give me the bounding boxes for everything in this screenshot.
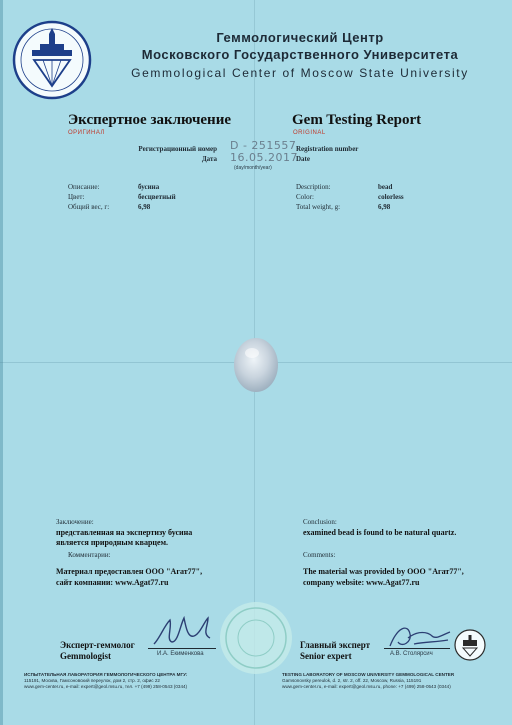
field-value-en-description: bead: [378, 183, 393, 191]
report-title-ru: Экспертное заключение: [68, 112, 232, 128]
comments-label-en: Comments:: [303, 551, 336, 559]
expert-title-en: Gemmologist: [60, 651, 111, 661]
field-label-ru-weight: Общий вес, г:: [68, 203, 110, 211]
date-value: 16.05.2017: [230, 151, 298, 164]
field-label-ru-description: Описание:: [68, 183, 100, 191]
comment-ru-line2: сайт компании: www.Agat77.ru: [56, 578, 169, 587]
footer-ru: [24, 672, 187, 690]
field-value-en-color: colorless: [378, 193, 404, 201]
chief-name: А.В. Столярсич: [390, 651, 433, 657]
footer-ru-line2: 115191, Москва, Гамсоновский переулок, дом 2, стр. 2, офис 22: [24, 678, 160, 683]
footer-ru-line3: www.gem-center.ru, e-mail: expert@geol.msu.ru, тел. +7 (499) 258-0543 (0344): [24, 684, 188, 689]
reg-number-value: D - 251557: [230, 139, 297, 152]
original-mark-en: ORIGINAL: [293, 130, 326, 136]
msu-stamp-icon: [453, 628, 487, 662]
footer-ru-line1: ИСПЫТАТЕЛЬНАЯ ЛАБОРАТОРИЯ ГЕММОЛОГИЧЕСКОГО ЦЕНТРА МГУ:: [24, 672, 188, 677]
expert-title-ru: Эксперт-геммолог: [60, 640, 135, 650]
comment-ru-line1: Материал предоставлен ООО "Агат77",: [56, 567, 203, 576]
date-format-hint: (day/month/year): [234, 165, 272, 171]
hologram-seal-icon: [216, 598, 296, 678]
field-value-ru-description: бусина: [138, 183, 160, 191]
report-title-en: Gem Testing Report: [292, 112, 422, 128]
conclusion-ru-line2: является природным кварцем.: [56, 538, 169, 547]
conclusion-label-ru: Заключение:: [56, 518, 94, 526]
field-label-ru-color: Цвет:: [68, 193, 85, 201]
field-label-en-color: Color:: [296, 193, 314, 201]
header-en-line: Gemmological Center of Moscow State University: [131, 66, 469, 80]
footer-en-line3: www.gem-center.ru, e-mail: expert@geol.msu.ru, phone: +7 (499) 258-0543 (0344): [282, 684, 451, 689]
field-value-ru-color: бесцветный: [138, 193, 176, 201]
field-value-en-weight: 6,98: [378, 203, 391, 211]
field-label-en-description: Description:: [296, 183, 331, 191]
field-value-ru-weight: 6,98: [138, 203, 151, 211]
date-label-ru: Дата: [201, 155, 217, 163]
field-label-en-weight: Total weight, g:: [296, 203, 341, 211]
expert-name: И.А. Екименкова: [157, 651, 204, 657]
footer-en-line2: Gamsonovsky pereulok, d. 2, str. 2, off. 22, Moscow, Russia, 115191: [282, 678, 422, 683]
date-label-en: Date: [296, 155, 310, 163]
conclusion-en-line1: examined bead is found to be natural quartz.: [303, 528, 457, 537]
comments-label-ru: Комментарии:: [68, 551, 111, 559]
reg-number-label-en: Registration number: [296, 145, 359, 153]
header-ru-line2: Московского Государственного Университета: [141, 47, 459, 62]
footer-en: [282, 672, 454, 690]
conclusion-label-en: Conclusion:: [303, 518, 337, 526]
reg-number-label-ru: Регистрационный номер: [138, 145, 217, 153]
comment-en-line1: The material was provided by ООО "Агат77",: [303, 567, 464, 576]
chief-title-en: Senior expert: [300, 651, 352, 661]
msu-gem-center-logo-icon: [12, 20, 92, 100]
conclusion-ru-line1: представленная на экспертизу бусина: [56, 528, 193, 537]
comment-en-line2: company website: www.Agat77.ru: [303, 578, 420, 587]
gem-photo: [231, 335, 281, 395]
chief-signature: [384, 620, 454, 654]
original-mark-ru: ОРИГИНАЛ: [68, 130, 105, 136]
chief-title-ru: Главный эксперт: [300, 640, 371, 650]
header-ru-line1: Геммологический Центр: [216, 30, 384, 45]
footer-en-line1: TESTING LABORATORY OF MOSCOW UNIVERSITY GEMMOLOGICAL CENTER: [282, 672, 455, 677]
expert-signature: [150, 612, 216, 650]
